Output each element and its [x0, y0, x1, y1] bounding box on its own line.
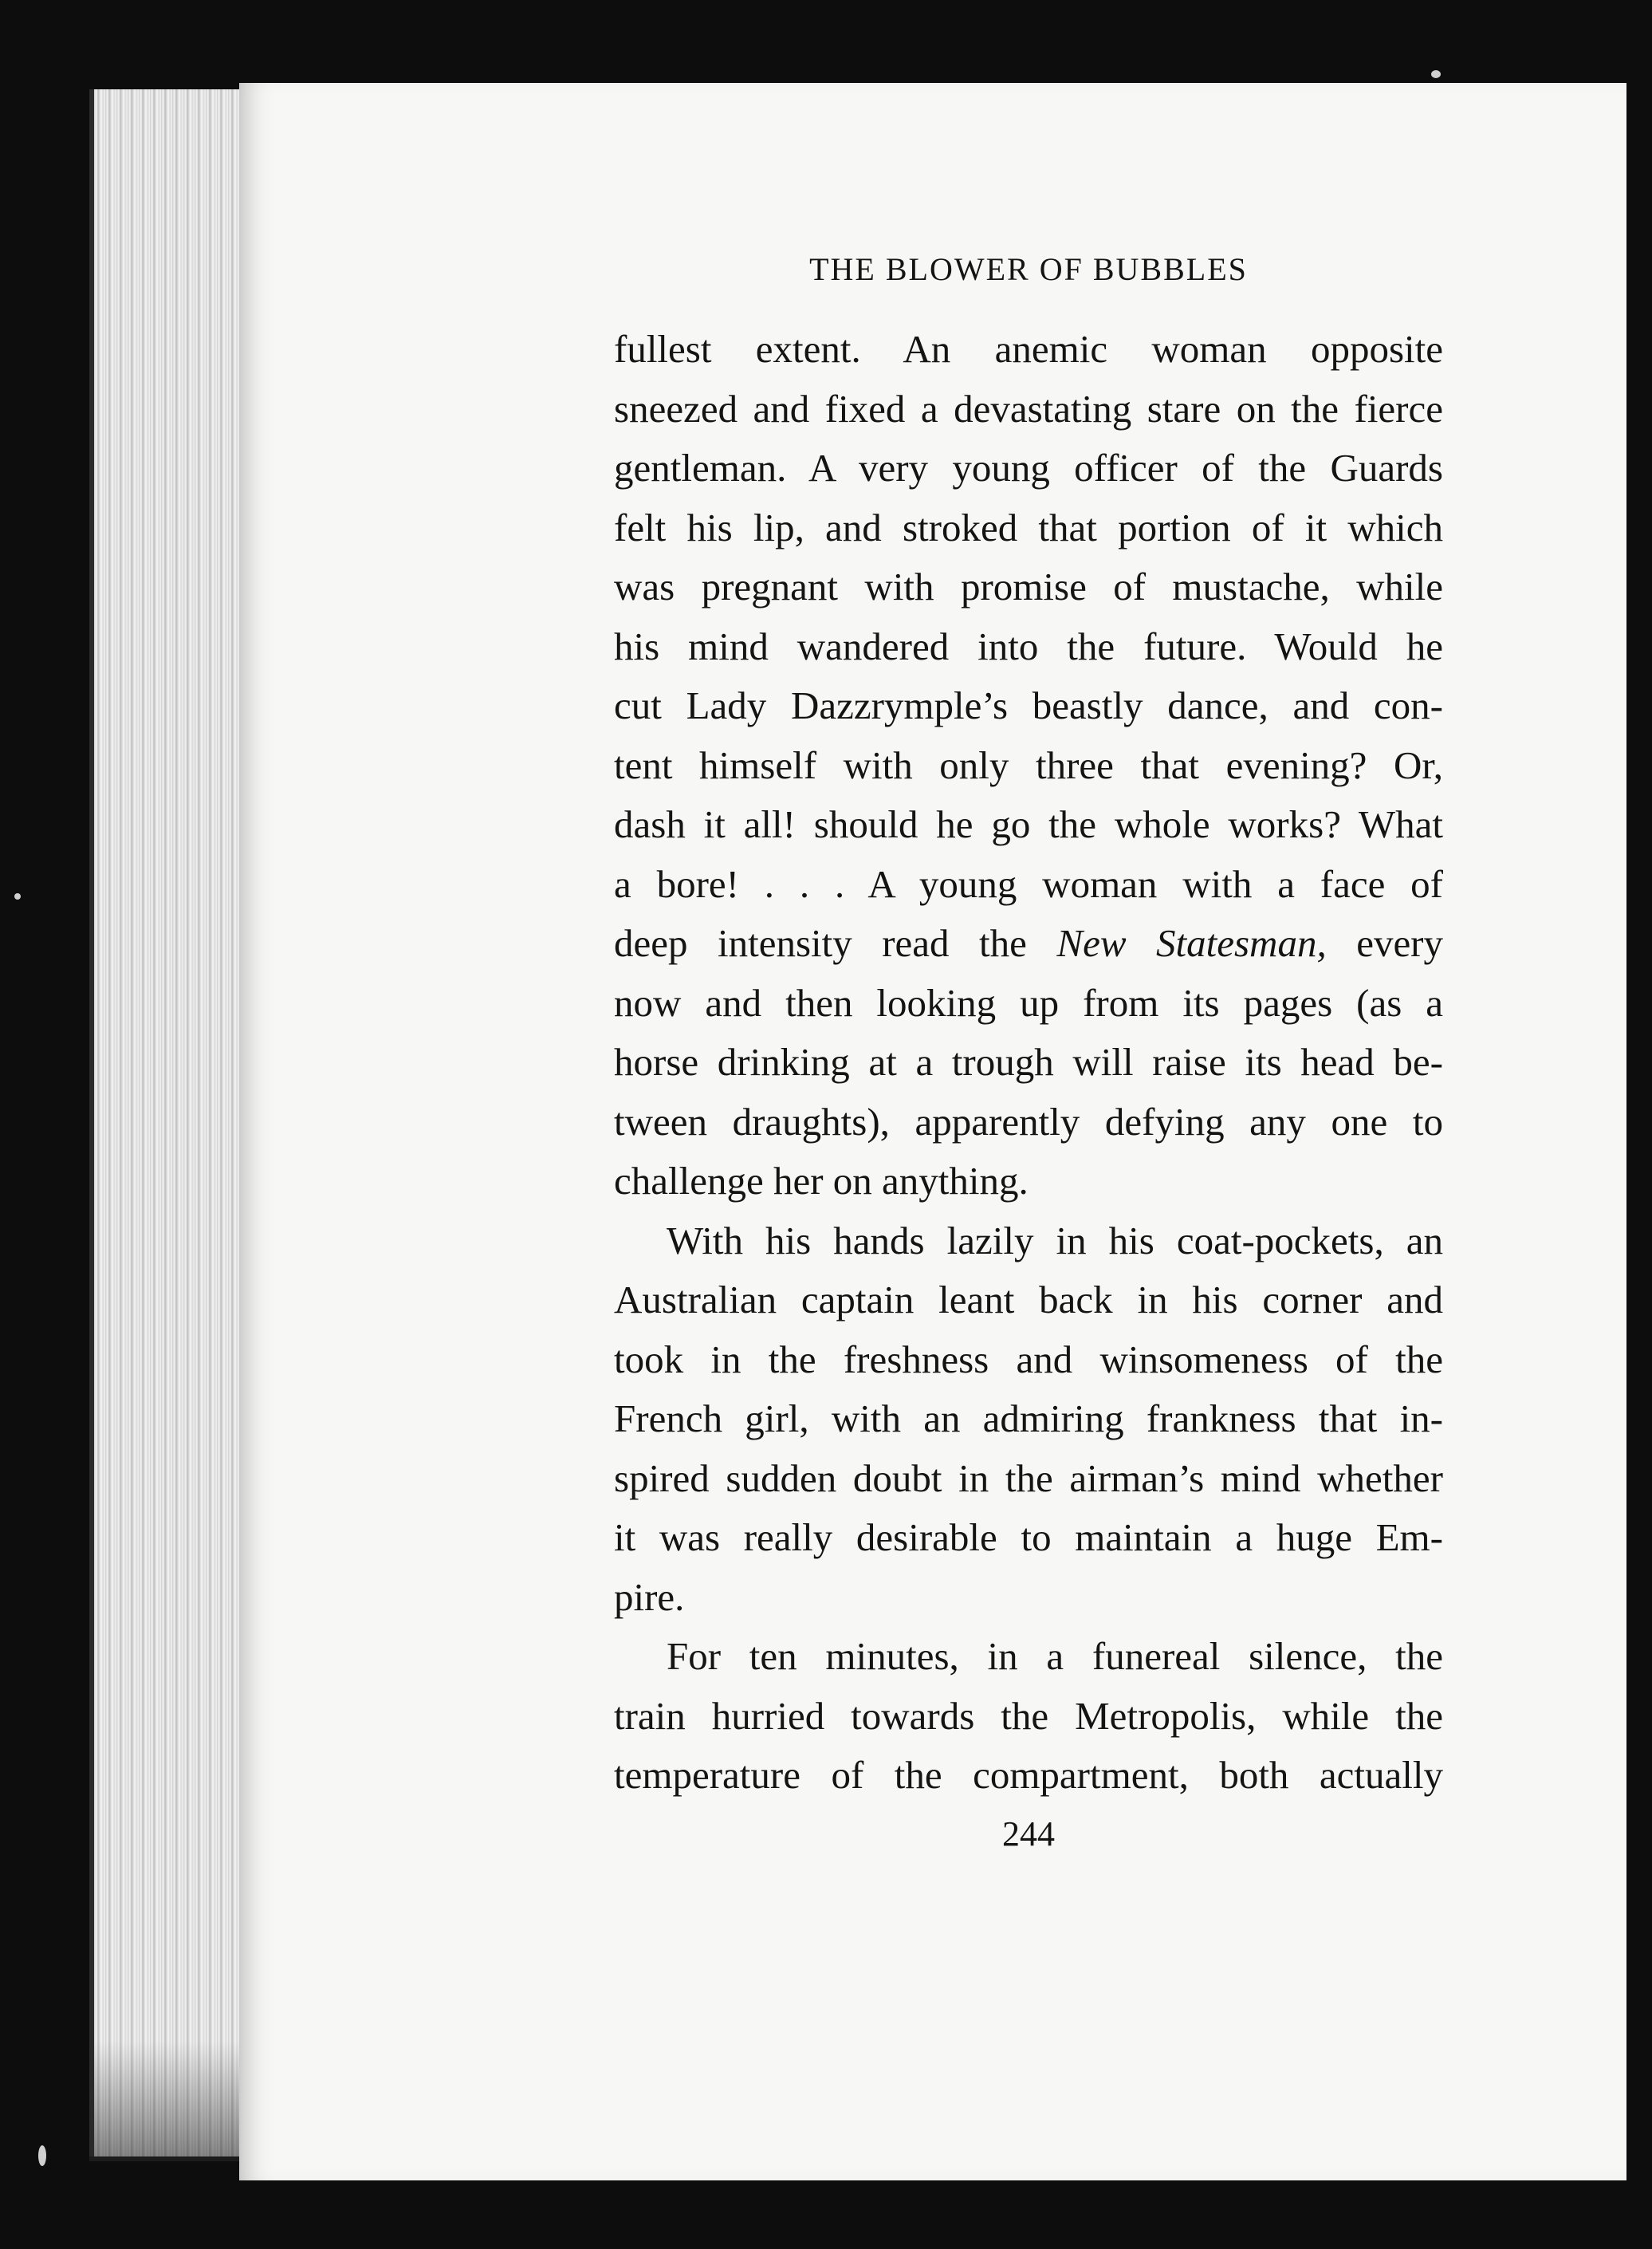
- text-line: was pregnant with promise of mustache, while: [614, 565, 1443, 609]
- text-line: cut Lady Dazzrymple’s beastly dance, and con-: [614, 683, 1443, 727]
- text-line: tween draughts), apparently defying any one to: [614, 1099, 1443, 1144]
- scan-speck: [1431, 70, 1441, 78]
- scan-speck: [38, 2145, 46, 2166]
- text-line: felt his lip, and stroked that portion of it which: [614, 505, 1443, 549]
- text-line: a bore! . . . A young woman with a face of: [614, 861, 1443, 906]
- text-line: fullest extent. An anemic woman opposite: [614, 327, 1443, 371]
- text-line: gentleman. A very young officer of the Guards: [614, 446, 1443, 490]
- text-line: French girl, with an admiring frankness that in-: [614, 1396, 1443, 1440]
- text-line: pire.: [614, 1574, 685, 1619]
- text-line: For ten minutes, in a funereal silence, the: [667, 1634, 1443, 1678]
- text-line: it was really desirable to maintain a huge Em-: [614, 1515, 1443, 1559]
- book-page: [239, 83, 1626, 2180]
- text-line: [614, 914, 1443, 974]
- text-line: With his hands lazily in his coat-pockets, an: [667, 1218, 1443, 1262]
- text-line: sneezed and fixed a devastating stare on the fierce: [614, 386, 1443, 431]
- italic-title: New Statesman,: [1056, 921, 1327, 965]
- body-text: [614, 320, 1443, 1806]
- text-line: horse drinking at a trough will raise its head be-: [614, 1040, 1443, 1084]
- text-line: temperature of the compartment, both actually: [614, 1753, 1443, 1797]
- page-number: 244: [1002, 1814, 1055, 1853]
- scan-speck: [14, 893, 21, 900]
- text-line: train hurried towards the Metropolis, while the: [614, 1693, 1443, 1738]
- text-line: took in the freshness and winsomeness of the: [614, 1337, 1443, 1381]
- text-segment: every: [1326, 921, 1444, 965]
- text-segment: deep intensity read the: [614, 921, 1057, 965]
- text-line: now and then looking up from its pages (as a: [614, 980, 1443, 1025]
- text-line: tent himself with only three that evening? Or,: [614, 742, 1443, 787]
- text-line: dash it all! should he go the whole works? What: [614, 802, 1443, 846]
- page-edges: [89, 89, 254, 2156]
- text-line: spired sudden doubt in the airman’s mind whether: [614, 1455, 1443, 1500]
- text-line: Australian captain leant back in his corner and: [614, 1278, 1443, 1321]
- page-text-block: [614, 250, 1443, 1854]
- running-head: THE BLOWER OF BUBBLES: [809, 251, 1248, 287]
- text-line: challenge her on anything.: [614, 1159, 1029, 1203]
- text-line: his mind wandered into the future. Would he: [614, 624, 1443, 668]
